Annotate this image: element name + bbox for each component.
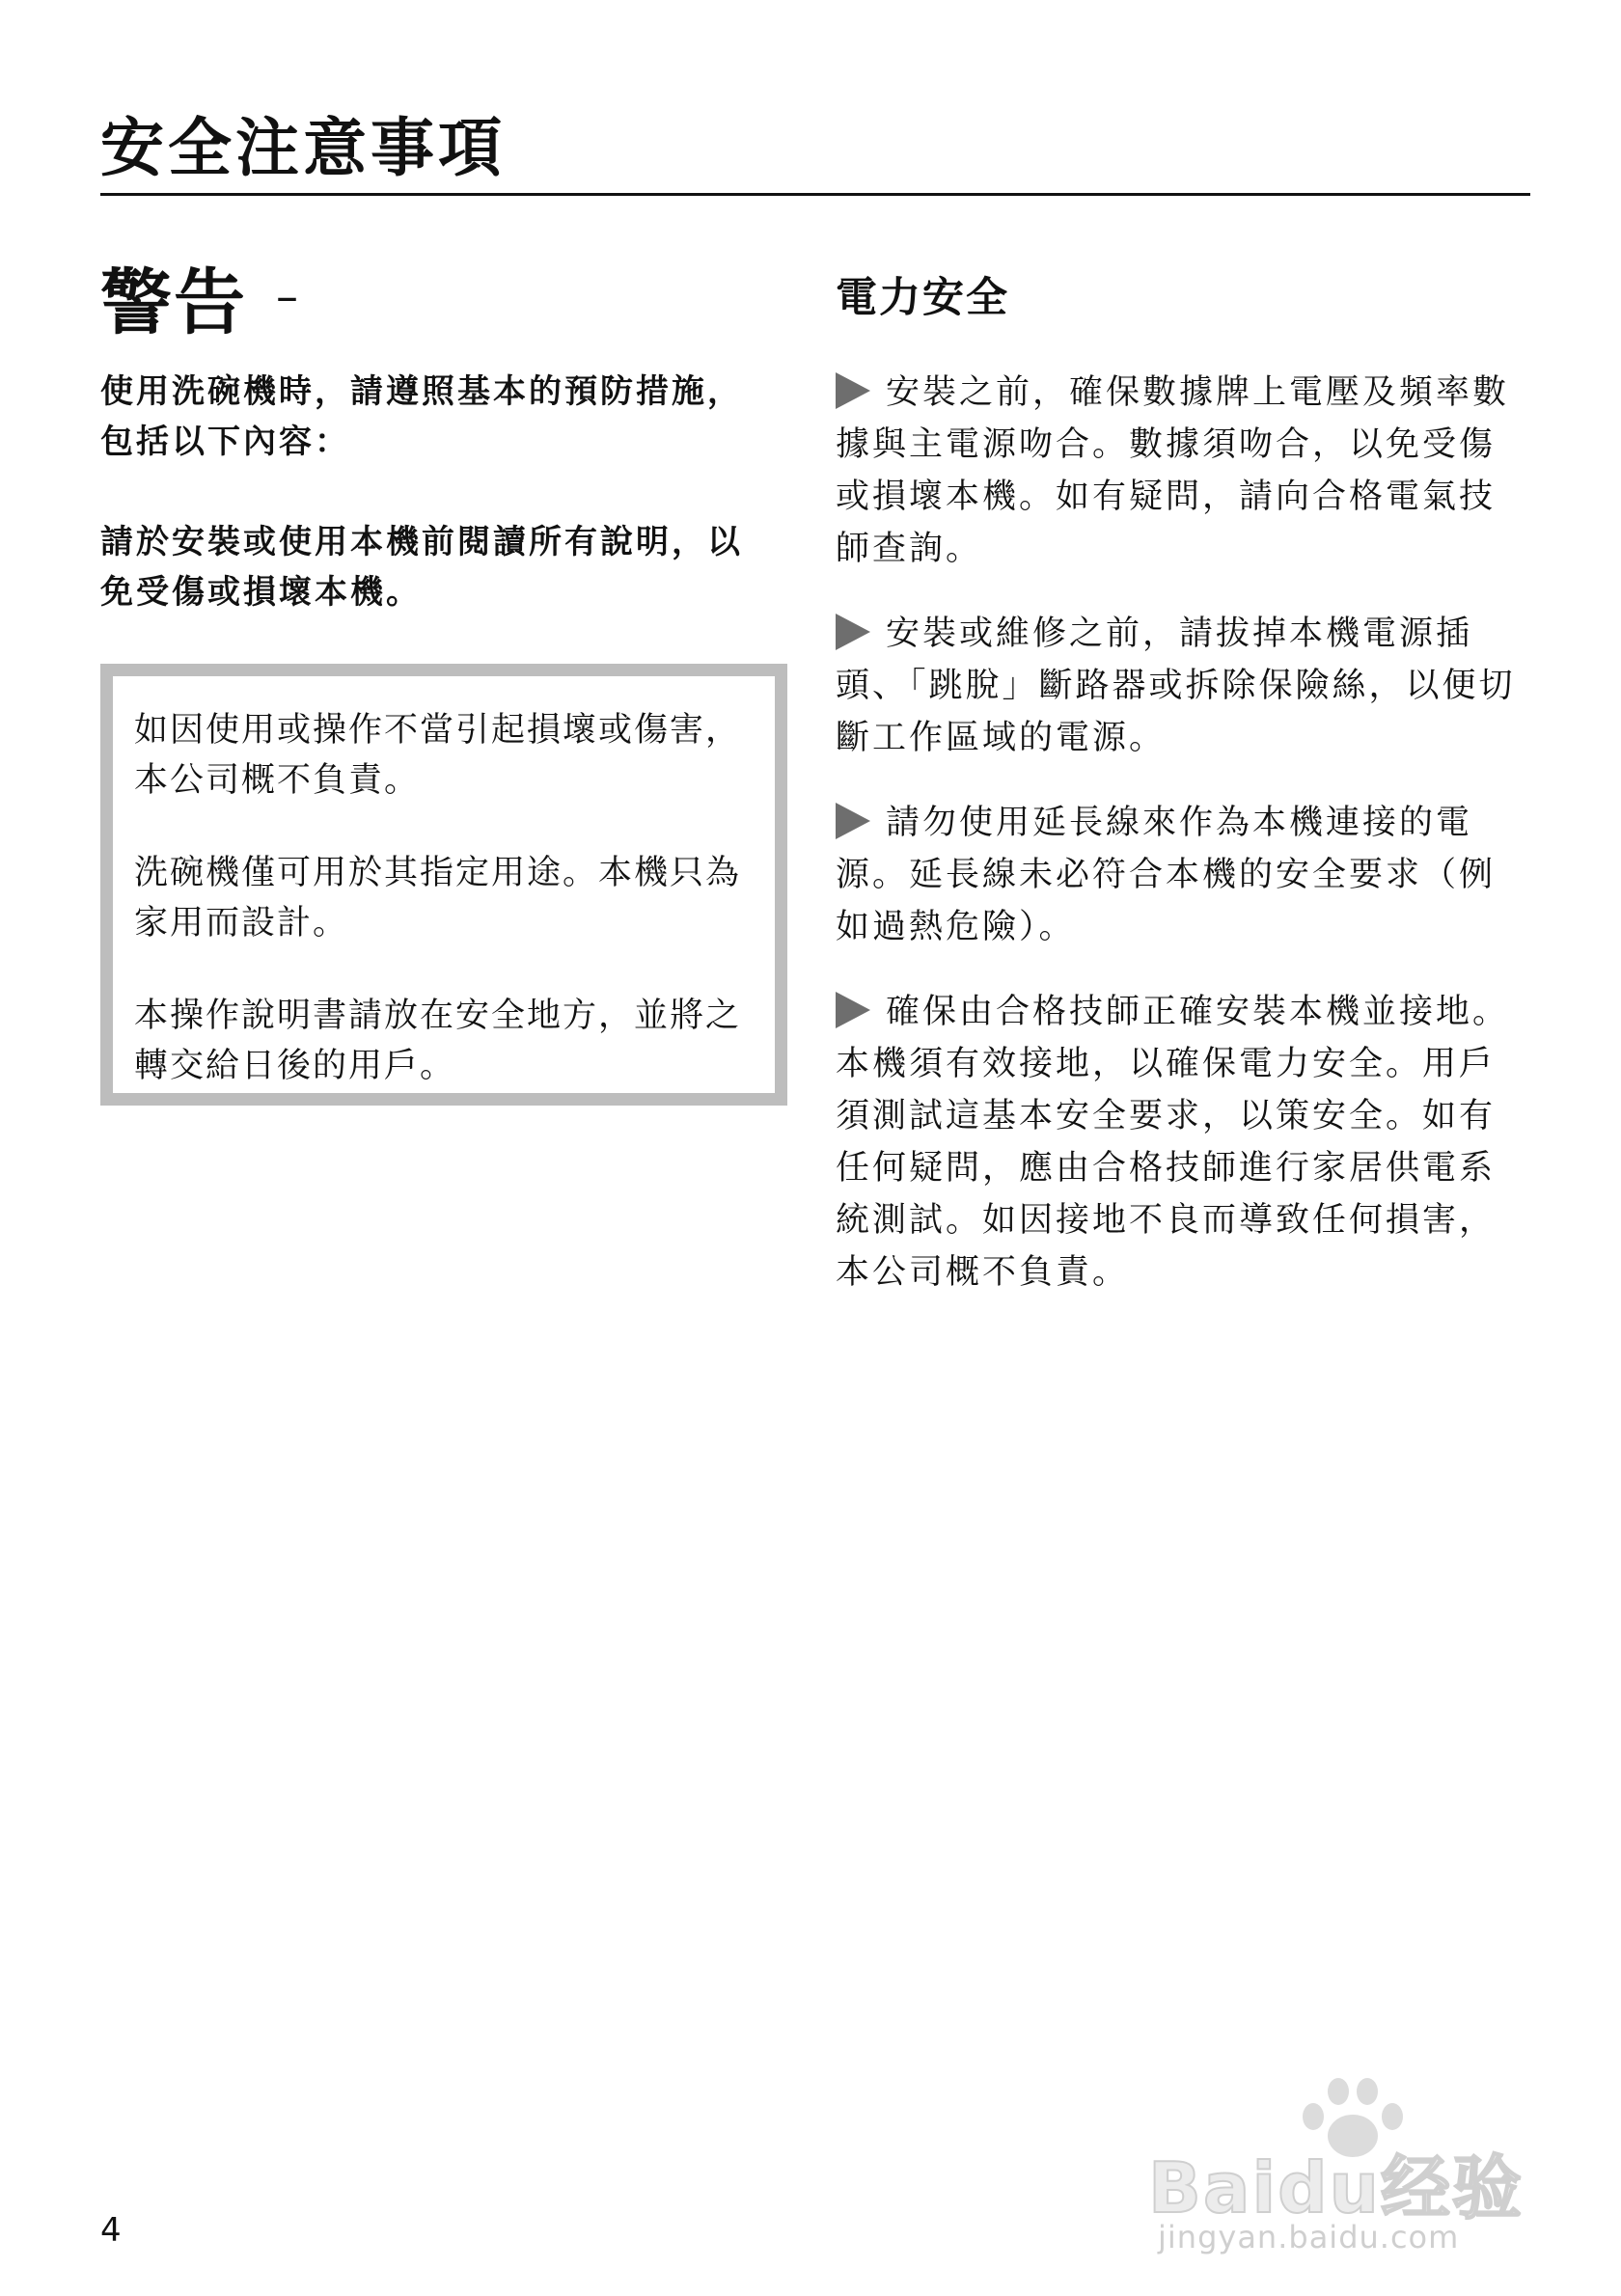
safety-bullet-text: 請勿使用延長線來作為本機連接的電源。延長線未必符合本機的安全要求（例如過熱危險）。	[836, 804, 1497, 946]
safety-bullet	[836, 797, 1530, 953]
arrow-right-icon	[836, 992, 870, 1028]
page-title: 安全注意事項	[100, 111, 506, 185]
electrical-safety-section	[836, 265, 1530, 1331]
safety-bullet-text: 確保由合格技師正確安裝本機並接地。本機須有效接地，以確保電力安全。用戶須測試這基本安全要求，以策安全。如有任何疑問，應由合格技師進行家居供電系統測試。如因接地不良而導致任何損害，本公司概不負責。	[836, 993, 1510, 1292]
electrical-safety-heading: 電力安全	[836, 274, 1009, 322]
watermark-logo: Baidu经验	[1148, 2147, 1524, 2228]
notice-box	[100, 664, 787, 1106]
warning-intro-paragraph: 使用洗碗機時，請遵照基本的預防措施，包括以下內容：	[100, 372, 743, 461]
notice-paragraph-intended-use: 洗碗機僅可用於其指定用途。本機只為家用而設計。	[134, 854, 742, 943]
safety-bullet	[836, 608, 1530, 764]
notice-paragraph-liability: 如因使用或操作不當引起損壞或傷害，本公司概不負責。	[134, 711, 742, 800]
arrow-right-icon	[836, 803, 870, 839]
safety-bullet	[836, 986, 1530, 1298]
safety-bullet-text: 安裝之前，確保數據牌上電壓及頻率數據與主電源吻合。數據須吻合，以免受傷或損壞本機。如有疑問，請向合格電氣技師查詢。	[836, 373, 1510, 568]
warning-read-instructions-paragraph: 請於安裝或使用本機前閱讀所有說明，以免受傷或損壞本機。	[100, 523, 743, 612]
safety-bullet	[836, 367, 1530, 575]
arrow-right-icon	[836, 614, 870, 650]
title-divider	[100, 193, 1530, 196]
warning-dash: –	[276, 270, 300, 322]
warning-heading-text: 警告	[100, 261, 247, 344]
warning-intro	[100, 367, 756, 668]
safety-bullet-text: 安裝或維修之前，請拔掉本機電源插頭、「跳脫」斷路器或拆除保險絲，以便切斷工作區域的電源。	[836, 615, 1516, 757]
warning-heading	[100, 246, 300, 348]
page-number: 4	[100, 2211, 122, 2250]
baidu-watermark	[1148, 2064, 1553, 2257]
arrow-right-icon	[836, 372, 870, 409]
watermark-url: jingyan.baidu.com	[1158, 2219, 1460, 2255]
notice-paragraph-keep-manual: 本操作說明書請放在安全地方，並將之轉交給日後的用戶。	[134, 997, 742, 1085]
